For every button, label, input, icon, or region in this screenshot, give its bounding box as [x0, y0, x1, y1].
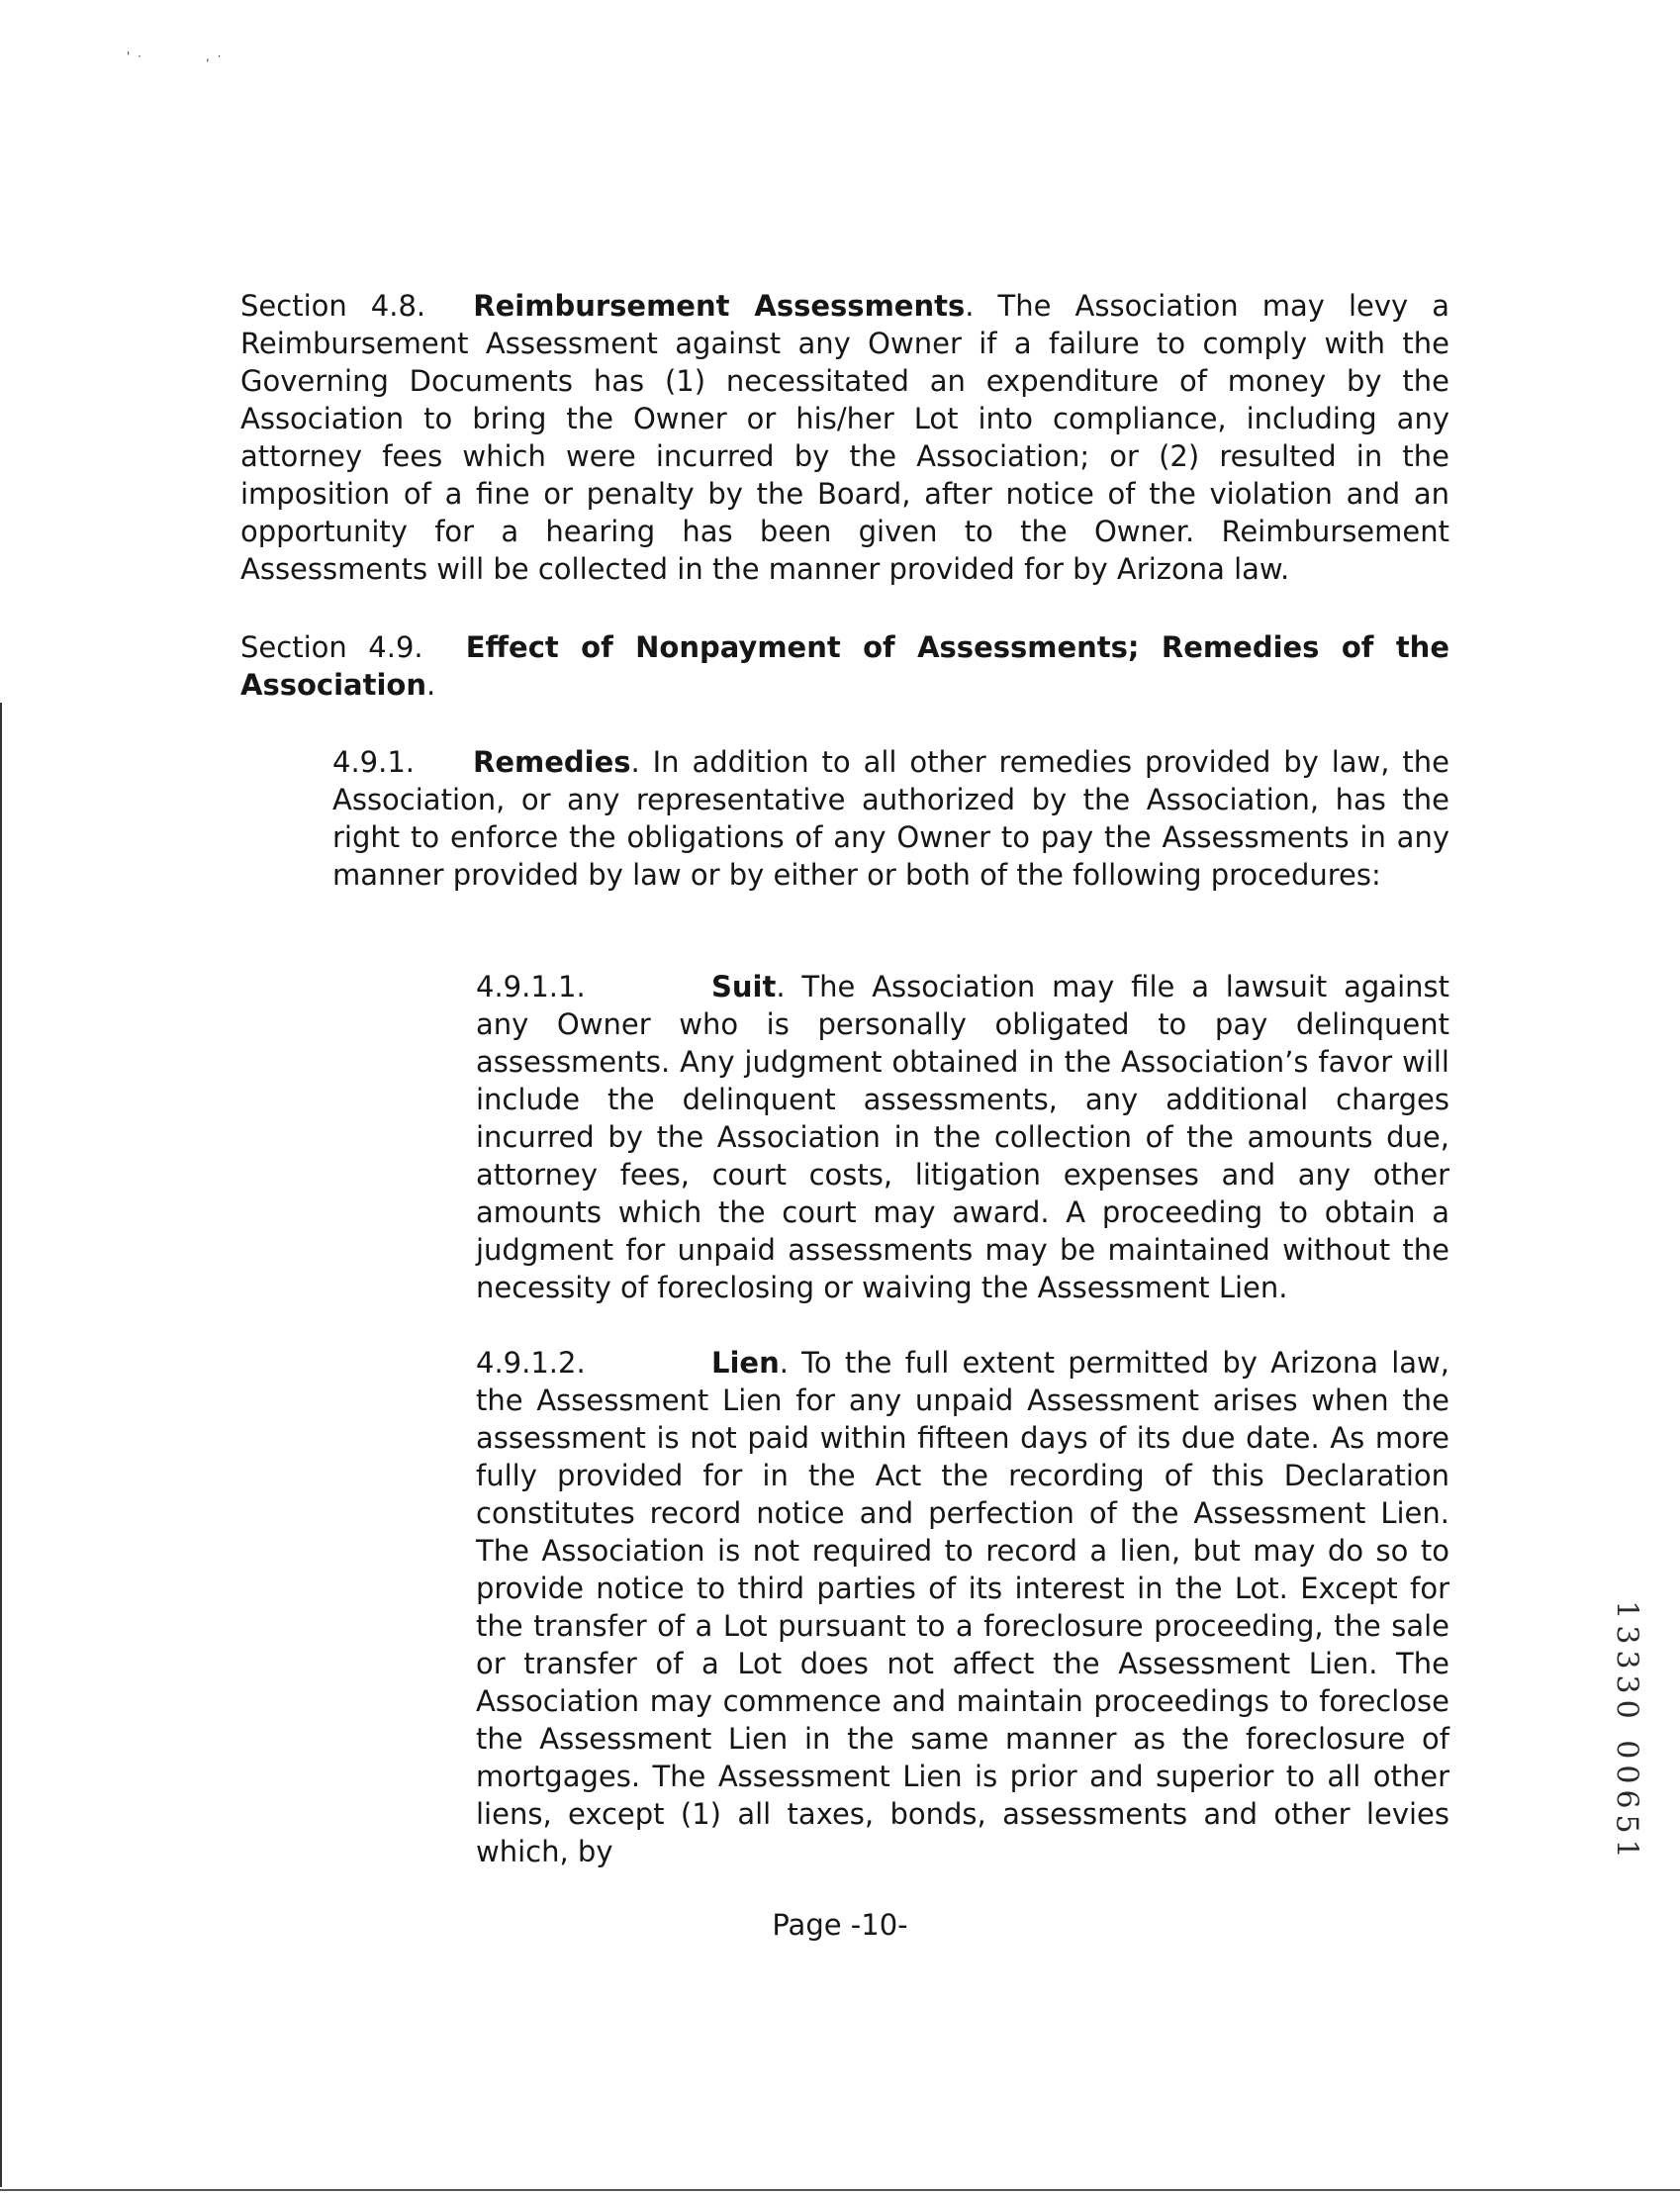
- subsection-4-9-1-1-body: . The Association may file a lawsuit against any Owner who is personally obligated to pay delinquent assessments. Any judgment obtained in the Association’s favor will include the delinquent assessments, any additional charges incurred by the Association in the collection of the amounts due, attorney fees, court costs, litigation expenses and any other amounts which the court may award. A proceeding to obtain a judgment for unpaid assessments may be maintained without the necessity of foreclosing or waiving the Assessment Lien.: [476, 970, 1449, 1304]
- subsection-4-9-1-1-title: Suit: [711, 970, 777, 1003]
- section-4-9-suffix: .: [425, 668, 436, 702]
- section-4-9-title: Effect of Nonpayment of Assessments; Remedies of the Association: [240, 630, 1450, 702]
- subsection-4-9-1-2-paragraph: [476, 1344, 1449, 1870]
- scan-mark-left: ' ·: [127, 49, 143, 63]
- subsection-4-9-1-number: 4.9.1.: [332, 745, 416, 779]
- scan-mark-right: , ·: [206, 49, 224, 63]
- section-4-8-title: Reimbursement Assessments: [473, 289, 966, 323]
- subsection-4-9-1-1-paragraph: [476, 968, 1449, 1306]
- recording-stamp-text: 13330 00651: [1609, 1599, 1644, 1864]
- subsection-4-9-1-paragraph: [332, 743, 1449, 894]
- subsection-4-9-1-2-title: Lien: [711, 1346, 780, 1380]
- section-4-8-body: . The Association may levy a Reimbursement Assessment against any Owner if a failure to comply with the Governing Documents has (1) necessitated an expenditure of money by the Association to bring the Owner or his/her Lot into compliance, including any attorney fees which were incurred by the Association; or (2) resulted in the imposition of a fine or penalty by the Board, after notice of the violation and an opportunity for a hearing has been given to the Owner. Reimbursement Assessments will be collected in the manner provided for by Arizona law.: [240, 289, 1449, 586]
- subsection-4-9-1-title: Remedies: [473, 745, 631, 779]
- subsection-4-9-1-body: . In addition to all other remedies provided by law, the Association, or any representative authorized by the Association, has the right to enforce the obligations of any Owner to pay the Assessments in any manner provided by law or by either or both of the following procedures:: [332, 745, 1449, 892]
- section-4-9-heading: [240, 628, 1449, 704]
- subsection-4-9-1-1-number: 4.9.1.1.: [476, 970, 586, 1003]
- section-4-8-number: Section 4.8.: [240, 289, 426, 323]
- page-number: Page -10-: [772, 1908, 908, 1942]
- section-4-8-paragraph: [240, 287, 1449, 588]
- subsection-4-9-1-2-number: 4.9.1.2.: [476, 1346, 586, 1380]
- subsection-4-9-1-2-body: . To the full extent permitted by Arizona law, the Assessment Lien for any unpaid Assessment arises when the assessment is not paid within fifteen days of its due date. As more fully provided for in the Act the recording of this Declaration constitutes record notice and perfection of the Assessment Lien. The Association is not required to record a lien, but may do so to provide notice to third parties of its interest in the Lot. Except for the transfer of a Lot pursuant to a foreclosure proceeding, the sale or transfer of a Lot does not affect the Assessment Lien. The Association may commence and maintain proceedings to foreclose the Assessment Lien in the same manner as the foreclosure of mortgages. The Assessment Lien is prior and superior to all other liens, except (1) all taxes, bonds, assessments and other levies which, by: [476, 1346, 1449, 1868]
- scan-edge-line: [0, 703, 2, 2187]
- section-4-9-number: Section 4.9.: [240, 630, 423, 664]
- scan-bottom-line: [0, 2189, 1680, 2191]
- recording-stamp: [1597, 1593, 1656, 1870]
